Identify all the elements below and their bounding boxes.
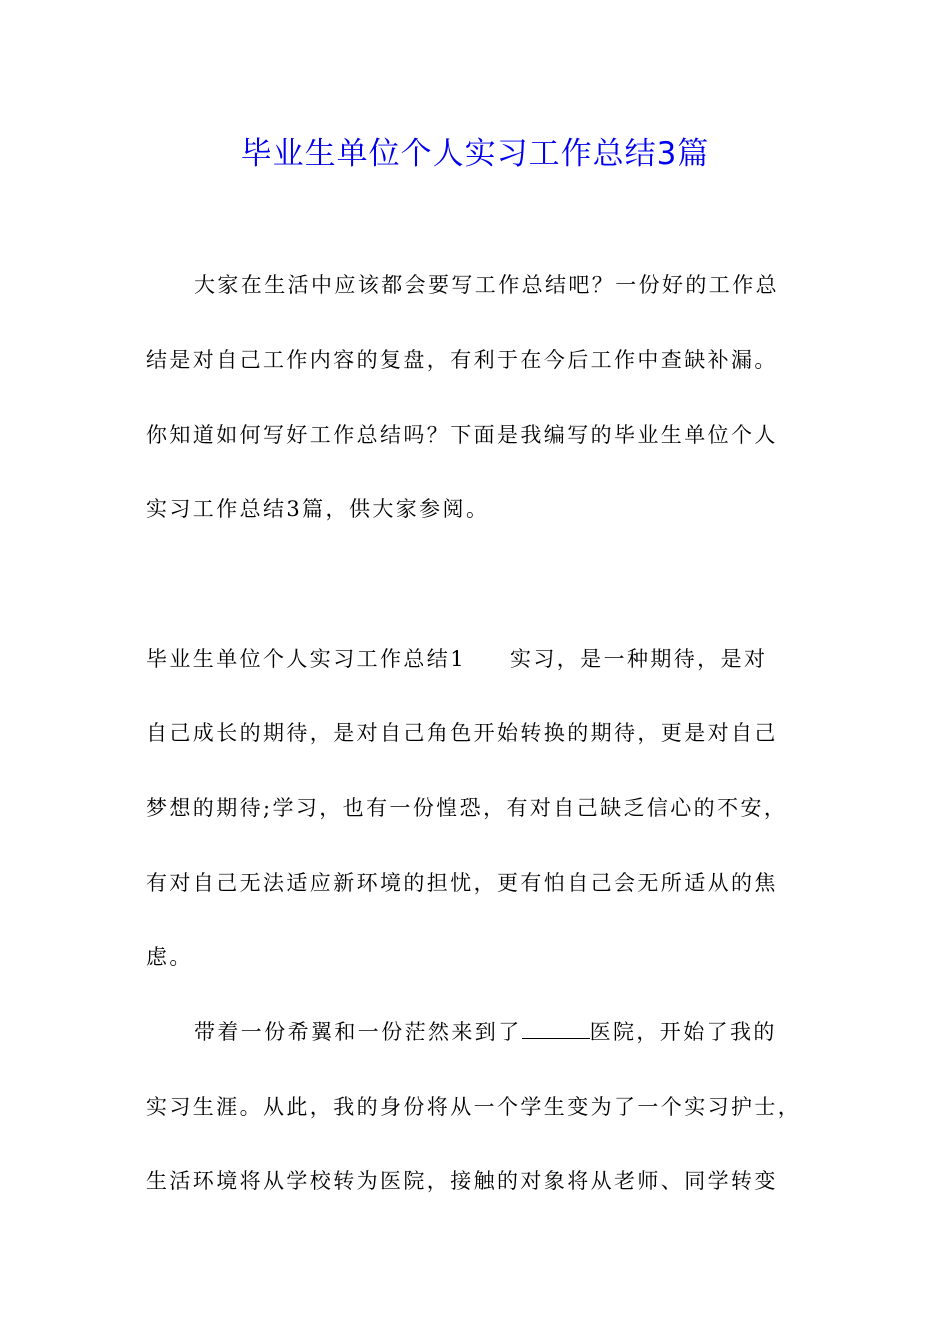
intro-line: 大家在生活中应该都会要写工作总结吧？一份好的工作总 <box>194 273 779 297</box>
paragraph-line <box>194 1017 874 1047</box>
intro-line: 实习工作总结3篇，供大家参阅。 <box>146 497 490 521</box>
intro-line: 你知道如何写好工作总结吗？下面是我编写的毕业生单位个人 <box>146 423 778 447</box>
fill-in-blank <box>522 1020 590 1039</box>
section-heading: 毕业生单位个人实习工作总结1 <box>146 647 466 671</box>
paragraph-text: 医院，开始了我的 <box>589 1020 777 1044</box>
paragraph-line: 虑。 <box>146 945 193 969</box>
paragraph-text: 带着一份希翼和一份茫然来到了 <box>194 1020 522 1044</box>
document-title: 毕业生单位个人实习工作总结3篇 <box>240 136 710 172</box>
paragraph-line: 有对自己无法适应新环境的担忧，更有怕自己会无所适从的焦 <box>146 871 778 895</box>
paragraph-text: 实习，是一种期待，是对 <box>509 647 768 671</box>
paragraph-line: 自己成长的期待，是对自己角色开始转换的期待，更是对自己 <box>146 721 778 745</box>
paragraph-line: 梦想的期待;学习，也有一份惶恐，有对自己缺乏信心的不安， <box>146 796 788 820</box>
section-heading-line <box>146 644 826 674</box>
paragraph-line: 生活环境将从学校转为医院，接触的对象将从老师、同学转变 <box>146 1169 778 1193</box>
paragraph-line: 实习生涯。从此，我的身份将从一个学生变为了一个实习护士， <box>146 1095 802 1119</box>
intro-line: 结是对自己工作内容的复盘，有利于在今后工作中查缺补漏。 <box>146 348 778 372</box>
